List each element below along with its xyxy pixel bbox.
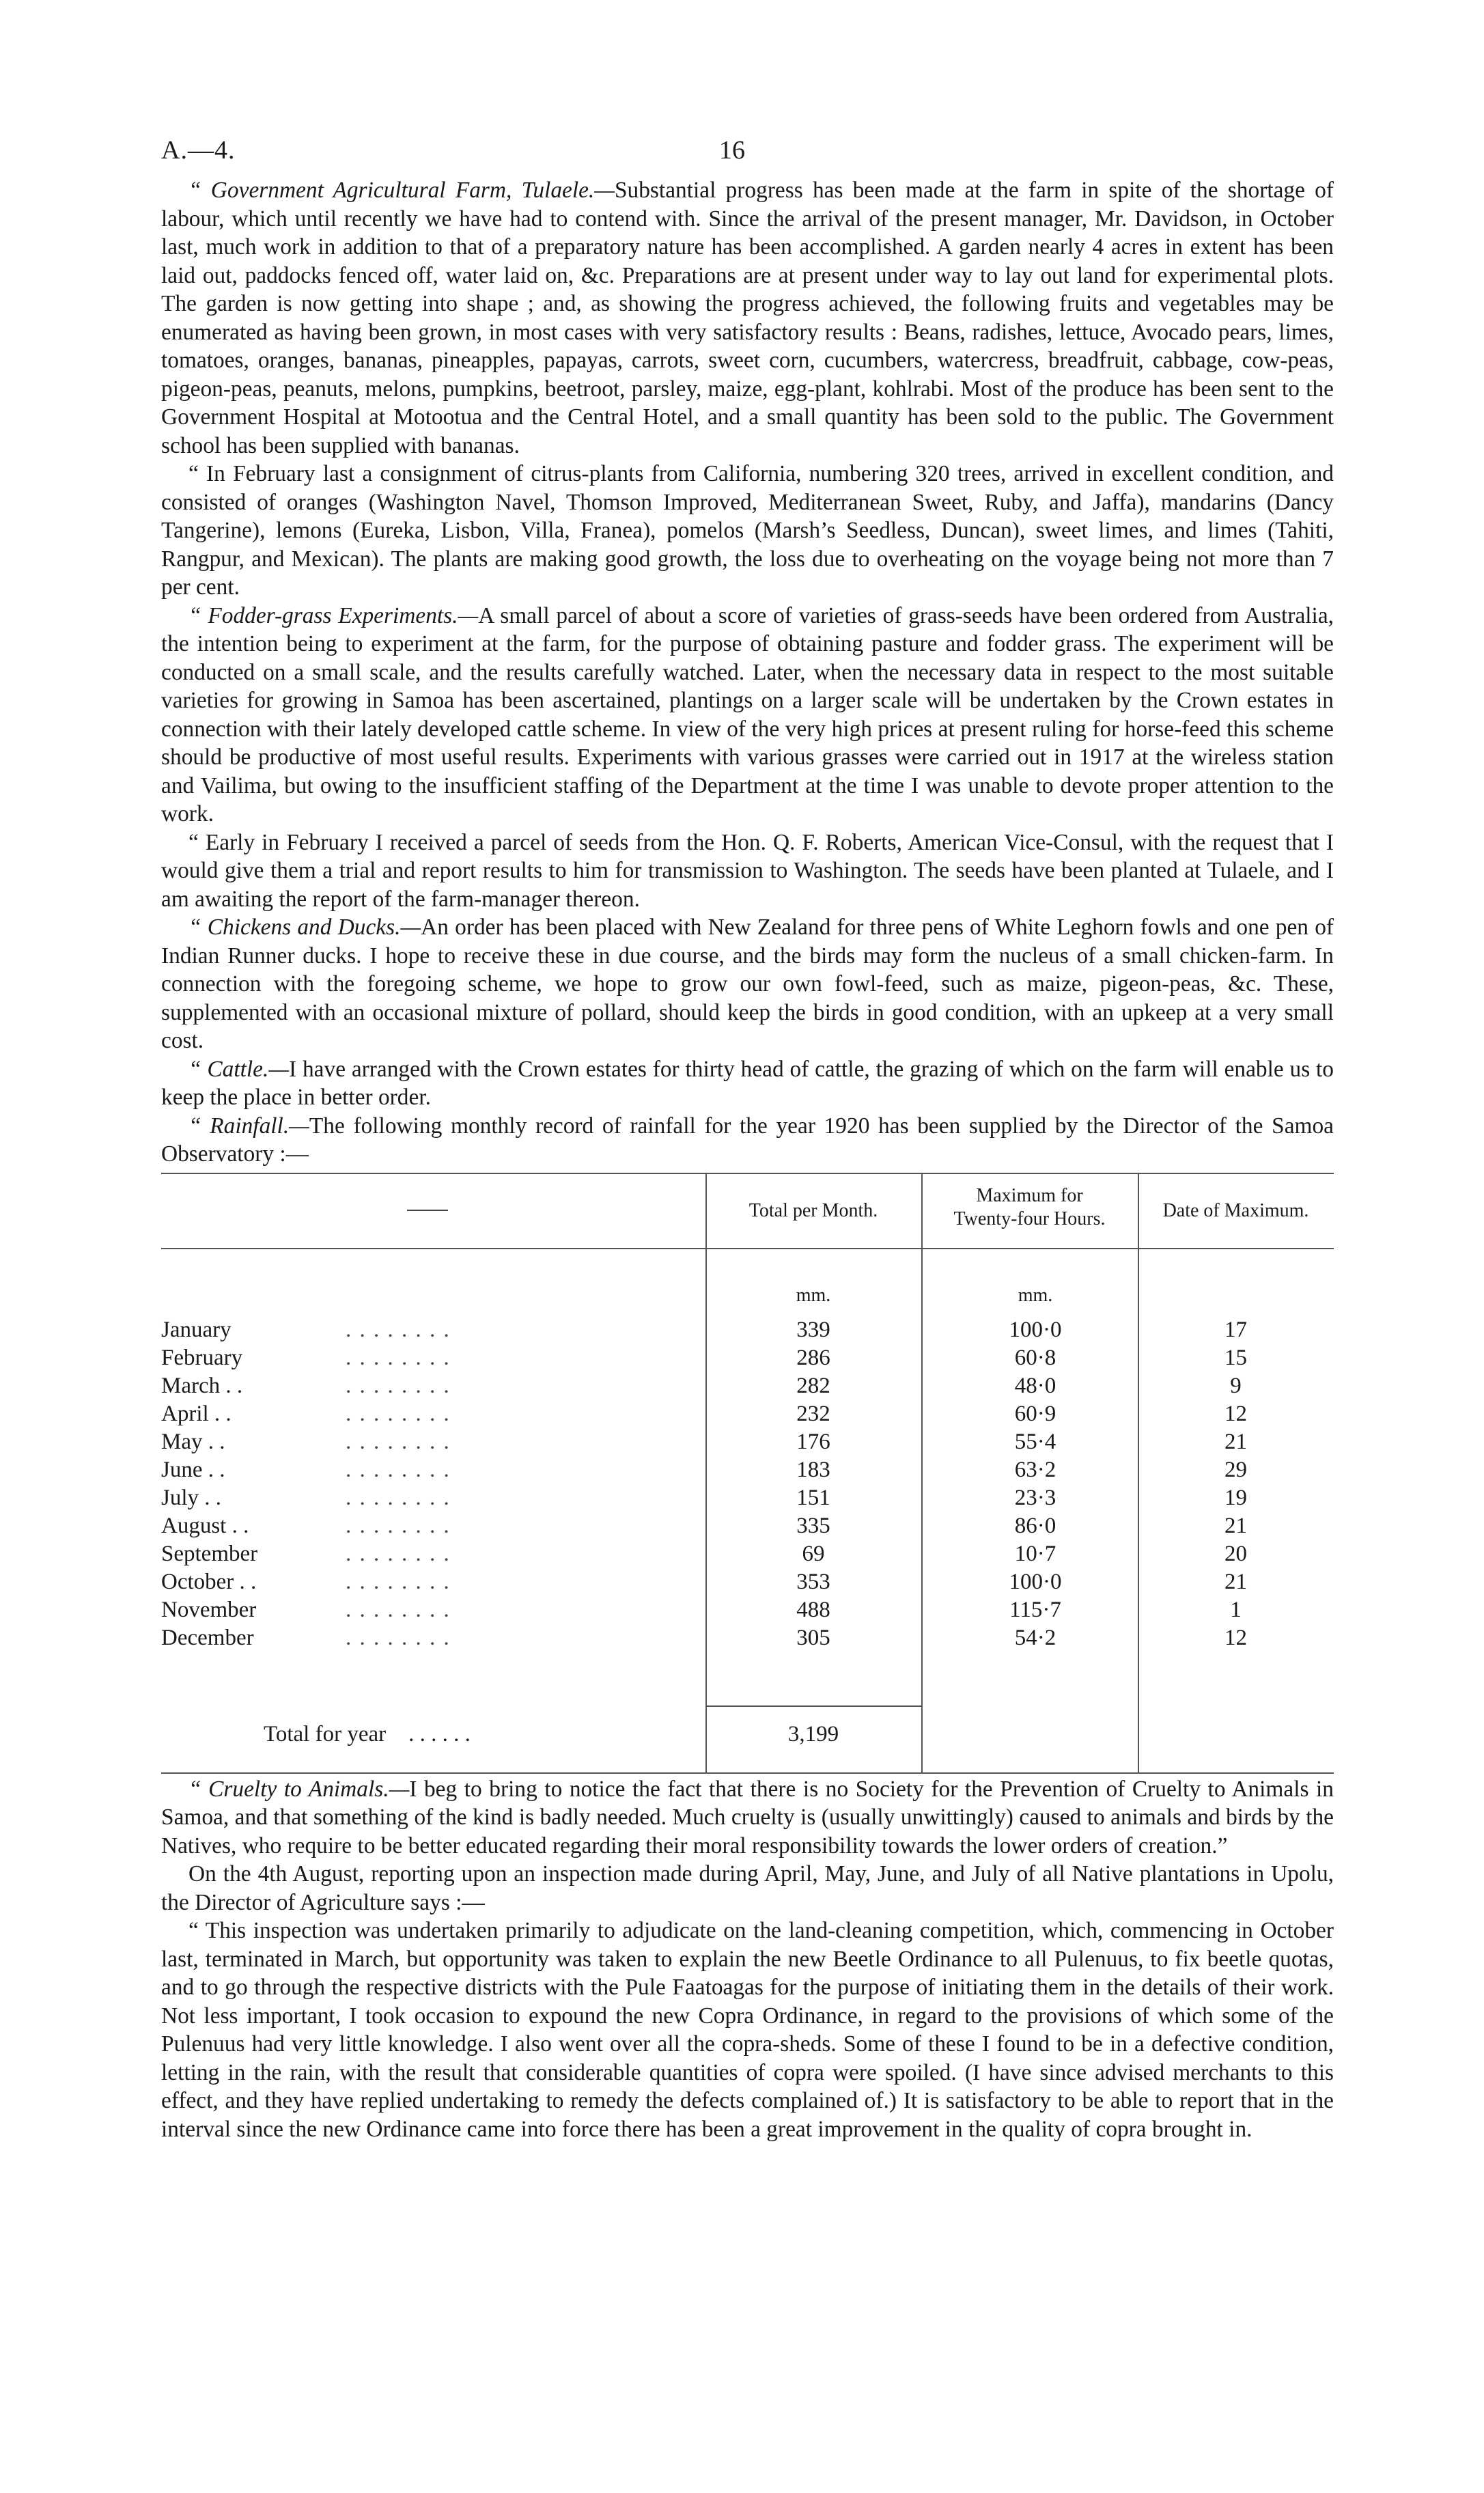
para-title: “ Chickens and Ducks.— [188, 915, 421, 940]
date-cell: 9 [1230, 1373, 1242, 1398]
leader-dots: . . . . . . . . [346, 1401, 451, 1426]
total-cell: 282 [796, 1373, 830, 1398]
leader-dots: . . . . . . . . [346, 1457, 451, 1482]
max-cell: 63·2 [1014, 1457, 1056, 1482]
unit-total: mm. [796, 1284, 831, 1306]
leader-dots: . . . . . . . . [346, 1485, 451, 1510]
rainfall-table [161, 1173, 1334, 1774]
table-row [161, 1542, 1334, 1570]
max-cell: 60·9 [1014, 1401, 1056, 1426]
para-title: “ Cruelty to Animals.— [188, 1776, 410, 1802]
total-label-text: Total for year [264, 1721, 387, 1746]
month-name: July . . [161, 1485, 222, 1510]
para-text: The following monthly record of rainfall for the year 1920 has been supplied by the Director of the Samoa Observatory :— [161, 1113, 1334, 1167]
para-text: I beg to bring to notice the fact that there is no Society for the Prevention of Cruelty to Animals in Samoa, and that something of the kind is badly needed. Much cruelty is (usually unwittingly) caused to animals and birds by the Natives, who require to be better educated regarding their moral responsibility towards the lower orders of creation.” [161, 1776, 1334, 1858]
max-cell: 54·2 [1014, 1625, 1056, 1650]
para-citrus-plants [161, 460, 1334, 602]
total-cell: 176 [796, 1429, 830, 1454]
leader-dots: . . . . . . . . [346, 1513, 451, 1538]
para-text: “ In February last a consignment of citrus-plants from California, numbering 320 trees, arrived in excellent condition, and consisted of oranges (Washington Navel, Thomson Improved, Mediterranean Sweet, Ruby, and Jaffa), mandarins (Dancy Tangerine), lemons (Eureka, Lisbon, Villa, Franea), pomelos (Marsh’s Seedless, Duncan), sweet limes, and limes (Tahiti, Rangpur, and Mexican). The plants are making good growth, the loss due to overheating on the voyage being not more than 7 per cent. [161, 461, 1334, 600]
table-row [161, 1598, 1334, 1626]
date-cell: 12 [1224, 1625, 1247, 1650]
total-cell: 305 [796, 1625, 830, 1650]
para-text: An order has been placed with New Zealand for three pens of White Leghorn fowls and one pen of Indian Runner ducks. I hope to receive these in due course, and the birds may form the nucleus of a small chicken-farm. In connection with the foregoing scheme, we hope to grow our own fowl-feed, such as maize, pigeon-peas, &c. These, supplemented with an occasional mixture of pollard, should keep the birds in good condition, with an upkeep at a very small cost. [161, 915, 1334, 1053]
para-cruelty [161, 1775, 1334, 1861]
date-cell: 21 [1224, 1513, 1247, 1538]
date-cell: 21 [1224, 1569, 1247, 1594]
max-cell: 23·3 [1014, 1485, 1056, 1510]
month-cell [161, 1570, 694, 1595]
max-cell: 60·8 [1014, 1345, 1056, 1370]
month-name: February [161, 1345, 243, 1370]
max-cell: 10·7 [1014, 1541, 1056, 1566]
para-chickens-ducks [161, 913, 1334, 1055]
para-text: I have arranged with the Crown estates for thirty head of cattle, the grazing of which on the farm will enable us to keep the place in better order. [161, 1056, 1334, 1110]
max-cell: 48·0 [1014, 1373, 1056, 1398]
unit-max: mm. [1018, 1284, 1053, 1306]
max-cell: 100·0 [1009, 1317, 1062, 1342]
document-reference: A.—4. [161, 136, 236, 165]
table-header-rule [161, 1248, 1334, 1249]
table-row [161, 1486, 1334, 1514]
table-row [161, 1514, 1334, 1542]
total-cell: 183 [796, 1457, 830, 1482]
month-cell [161, 1486, 694, 1511]
header-maximum-line2: Twenty-four Hours. [953, 1208, 1106, 1229]
para-inspection-intro [161, 1860, 1334, 1917]
para-title: “ Rainfall.— [188, 1113, 309, 1139]
leader-dots: . . . . . . . . [346, 1569, 451, 1594]
max-cell: 86·0 [1014, 1513, 1056, 1538]
total-cell: 69 [802, 1541, 825, 1566]
date-cell: 21 [1224, 1429, 1247, 1454]
month-cell [161, 1346, 694, 1371]
para-text: A small parcel of about a score of varieties of grass-seeds have been ordered from Australia, the intention being to experiment at the farm, for the purpose of obtaining pasture and fodder grass. The experiment will be conducted on a small scale, and the results carefully watched. Later, when the necessary data in respect to the most suitable varieties for growing in Samoa has been ascertained, plantings on a larger scale will be undertaken by the Crown estates in connection with their lately developed cattle scheme. In view of the very high prices at present ruling for horse-feed this scheme should be productive of most useful results. Experiments with various grasses were carried out in 1917 at the wireless station and Vailima, but owing to the insufficient staffing of the Department at the time I was unable to devote proper attention to the work. [161, 602, 1334, 826]
table-bottom-rule [161, 1772, 1334, 1774]
month-name: March . . [161, 1373, 243, 1398]
month-name: August . . [161, 1513, 249, 1538]
para-cattle [161, 1055, 1334, 1112]
table-row [161, 1402, 1334, 1430]
table-row [161, 1458, 1334, 1486]
para-text: On the 4th August, reporting upon an inspection made during April, May, June, and July of all Native plantations in Upolu, the Director of Agriculture says :— [161, 1861, 1334, 1915]
month-cell [161, 1318, 694, 1343]
month-cell [161, 1514, 694, 1539]
date-cell: 19 [1224, 1485, 1247, 1510]
leader-dots: . . . . . . . . [346, 1625, 451, 1650]
para-title: “ Cattle.— [188, 1056, 290, 1082]
leader-dots: . . . . . . . . [346, 1345, 451, 1370]
max-cell: 100·0 [1009, 1569, 1062, 1594]
total-cell: 286 [796, 1345, 830, 1370]
month-cell [161, 1374, 694, 1399]
para-government-farm [161, 176, 1334, 460]
month-cell [161, 1598, 694, 1623]
month-name: April . . [161, 1401, 232, 1426]
total-cell: 353 [796, 1569, 830, 1594]
page-number: 16 [719, 136, 745, 165]
total-row [161, 1722, 1334, 1750]
month-name: June . . [161, 1457, 225, 1482]
month-cell [161, 1458, 694, 1483]
date-cell: 29 [1224, 1457, 1247, 1482]
para-rainfall [161, 1112, 1334, 1169]
total-leaders: . . . . . . [408, 1721, 471, 1746]
table-row [161, 1626, 1334, 1654]
month-name: October . . [161, 1569, 257, 1594]
table-top-rule [161, 1173, 1334, 1174]
total-value: 3,199 [787, 1721, 839, 1746]
total-cell: 335 [796, 1513, 830, 1538]
date-cell: 15 [1224, 1345, 1247, 1370]
month-name: September [161, 1541, 258, 1566]
para-text: “ This inspection was undertaken primarily to adjudicate on the land-cleaning competition, which, commencing in October last, terminated in March, but opportunity was taken to explain the new Beetle Ordinance to all Pulenuus, to fix beetle quotas, and to go through the respective districts with the Pule Faatoagas for the purpose of initiating them in the details of their work. Not less important, I took occasion to expound the new Copra Ordinance, in regard to the provisions of which some of the Pulenuus had very little knowledge. I also went over all the copra-sheds. Some of these I found to be in a defective condition, letting in the rain, with the result that considerable quantities of copra were spoiled. (I have since advised merchants to this effect, and they have replied undertaking to remedy the defects complained of.) It is satisfactory to be able to report that in the interval since the new Ordinance came into force there has been a great improvement in the quality of copra brought in. [161, 1918, 1334, 2142]
para-text: “ Early in February I received a parcel of seeds from the Hon. Q. F. Roberts, American Vice-Consul, with the request that I would give them a trial and report results to him for transmission to Washington. The seeds have been planted at Tulaele, and I am awaiting the report of the farm-manager thereon. [161, 829, 1334, 912]
para-inspection [161, 1917, 1334, 2143]
month-name: May . . [161, 1429, 225, 1454]
date-cell: 17 [1224, 1317, 1247, 1342]
leader-dots: . . . . . . . . [346, 1597, 451, 1622]
total-rule [705, 1705, 921, 1707]
month-cell [161, 1402, 694, 1427]
table-row [161, 1570, 1334, 1598]
header-date-of-maximum: Date of Maximum. [1162, 1199, 1309, 1221]
total-cell: 339 [796, 1317, 830, 1342]
table-row [161, 1318, 1334, 1346]
date-cell: 12 [1224, 1401, 1247, 1426]
para-title: “ Fodder-grass Experiments.— [188, 602, 479, 628]
date-cell: 20 [1224, 1541, 1247, 1566]
para-text: Substantial progress has been made at the farm in spite of the shortage of labour, which until recently we have had to contend with. Since the arrival of the present manager, Mr. Davidson, in October last, much work in addition to that of a preparatory nature has been accomplished. A garden nearly 4 acres in extent has been laid out, paddocks fenced off, water laid on, &c. Preparations are at present under way to lay out land for experimental plots. The garden is now getting into shape ; and, as showing the progress achieved, the following fruits and vegetables may be enumerated as having been grown, in most cases with very satisfactory results : Beans, radishes, lettuce, Avocado pears, limes, tomatoes, oranges, bananas, pineapples, papayas, carrots, sweet corn, cucumbers, watercress, breadfruit, cabbage, cow-peas, pigeon-peas, peanuts, melons, pumpkins, beetroot, parsley, maize, egg-plant, kohlrabi. Most of the produce has been sent to the Government Hospital at Motootua and the Central Hotel, and a small quantity has been sold to the public. The Government school has been supplied with bananas. [161, 178, 1334, 458]
month-cell [161, 1626, 694, 1651]
month-cell [161, 1542, 694, 1567]
header-total-per-month: Total per Month. [748, 1199, 878, 1221]
max-cell: 55·4 [1014, 1429, 1056, 1454]
para-seeds-roberts [161, 828, 1334, 914]
total-cell: 488 [796, 1597, 830, 1622]
total-cell: 151 [796, 1485, 830, 1510]
month-cell [161, 1430, 694, 1455]
table-row [161, 1430, 1334, 1458]
total-label [264, 1722, 471, 1747]
para-fodder-grass [161, 602, 1334, 828]
month-name: November [161, 1597, 257, 1622]
leader-dots: . . . . . . . . [346, 1373, 451, 1398]
total-cell: 232 [796, 1401, 830, 1426]
month-name: January [161, 1317, 232, 1342]
leader-dots: . . . . . . . . [346, 1429, 451, 1454]
month-name: December [161, 1625, 254, 1650]
max-cell: 115·7 [1009, 1597, 1061, 1622]
para-title: “ Government Agricultural Farm, Tulaele.— [188, 178, 615, 203]
document-body [161, 176, 1334, 2143]
header-maximum-line1: Maximum for [976, 1184, 1083, 1206]
stub-dash [407, 1210, 448, 1211]
leader-dots: . . . . . . . . [346, 1317, 451, 1342]
leader-dots: . . . . . . . . [346, 1541, 451, 1566]
date-cell: 1 [1230, 1597, 1242, 1622]
table-row [161, 1346, 1334, 1374]
table-row [161, 1374, 1334, 1402]
